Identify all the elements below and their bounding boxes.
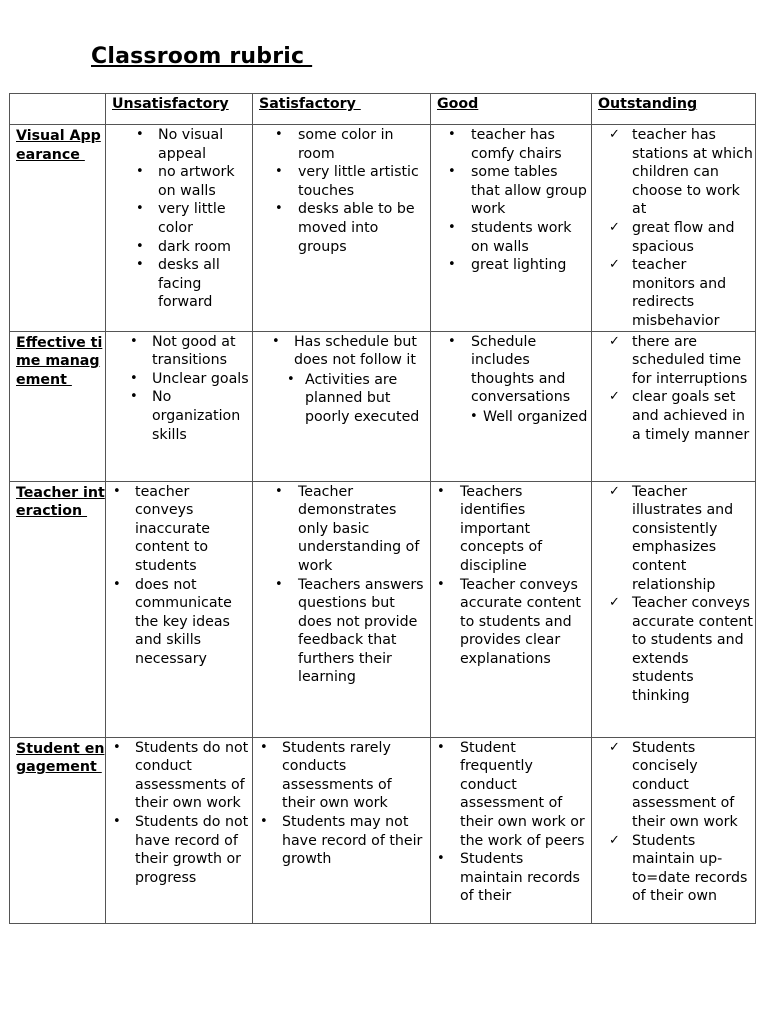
checkmark-icon: ✓ [609,832,620,848]
list-item [106,576,250,669]
list-item [592,388,753,444]
list-item-text: some tables that allow group work [471,164,587,218]
list-item-text: Student frequently conduct assessment of their own work or the work of peers [460,739,585,849]
rubric-cell [253,737,431,923]
bullet-icon: • [136,164,144,180]
rubric-row [10,481,756,737]
list-item [253,813,428,869]
cell-list [253,332,430,370]
list-item [106,200,250,237]
bullet-icon: • [275,127,283,142]
cell-list [106,125,252,312]
list-item [431,739,589,851]
page-title: Classroom rubric [91,44,313,69]
list-item-text: there are scheduled time for interruptions [632,333,748,387]
rubric-cell [106,331,253,481]
list-item [431,850,589,906]
list-item [253,371,428,427]
list-item [106,739,250,813]
list-item-text: dark room [158,238,231,255]
list-item [106,126,250,163]
list-item-text: Teacher demonstrates only basic understanding of work [298,483,420,574]
bullet-icon: • [448,127,456,142]
bullet-icon: • [136,257,144,273]
cell-list [106,738,252,888]
list-item [106,163,250,200]
list-item-text: Schedule includes thoughts and conversations [471,333,571,406]
list-item-text: desks able to be moved into groups [298,201,415,255]
bullet-icon: • [437,483,445,499]
checkmark-icon: ✓ [609,595,620,611]
criterion-visual-appearance: Visual Appearance [16,128,101,163]
criterion-cell [10,737,106,923]
list-item [106,256,250,312]
bullet-icon: • [130,389,138,405]
cell-list [592,125,755,331]
list-item [106,238,250,257]
bullet-icon: • [260,813,268,829]
cell-sublist [431,407,591,427]
bullet-icon: • [136,201,144,217]
list-item-text: no artwork on walls [158,164,235,199]
list-item-text: Students do not conduct assessments of their own work [135,739,249,812]
checkmark-icon: ✓ [609,127,620,142]
list-item [431,219,589,256]
criterion-cell [10,125,106,332]
list-item [106,333,250,370]
list-item-text: Students rarely conducts assessments of their own work [282,739,392,812]
list-item [106,813,250,887]
cell-list [592,738,755,906]
list-item-text: desks all facing forward [158,257,220,311]
rubric-cell [106,481,253,737]
list-item-text: clear goals set and achieved in a timely manner [632,389,750,443]
header-satisfactory: Satisfactory [259,96,361,112]
list-item [106,483,250,576]
rubric-cell [592,125,756,332]
cell-list [592,482,755,706]
list-item [253,333,428,370]
list-item-text: Students maintain records of their [460,851,580,905]
list-item [592,333,753,389]
rubric-cell [431,737,592,923]
list-item-text: teacher monitors and redirects misbehavior [632,257,727,329]
cell-list [431,738,591,906]
bullet-icon: • [448,333,456,349]
header-unsatisfactory: Unsatisfactory [112,96,229,112]
list-item-text: No visual appeal [158,127,224,162]
rubric-cell [253,481,431,737]
bullet-icon: • [260,739,268,755]
rubric-cell [253,125,431,332]
cell-list [592,332,755,445]
header-outstanding: Outstanding [598,96,698,112]
bullet-icon: • [136,238,144,254]
rubric-cell [592,481,756,737]
list-item [592,126,753,219]
list-item [253,483,428,576]
list-item-text: Unclear goals [152,370,249,387]
list-item-text: Teachers identifies important concepts of discipline [460,483,543,574]
list-item-text: No organization skills [152,389,241,443]
bullet-icon: • [113,483,121,499]
rubric-row [10,125,756,332]
bullet-icon: • [272,333,280,349]
list-item [106,370,250,389]
rubric-cell [106,125,253,332]
list-item-text: Well organized [483,408,588,425]
cell-list [253,738,430,869]
list-item-text: Teachers answers questions but does not provide feedback that furthers their learning [298,576,424,686]
cell-list [253,125,430,256]
bullet-icon: • [448,219,456,235]
list-item [431,408,589,427]
list-item-text: very little artistic touches [298,164,419,199]
bullet-icon: • [113,813,121,829]
list-item-text: Teacher conveys accurate content to students and extends students thinking [632,595,753,705]
bullet-icon: • [287,371,295,387]
bullet-icon: • [437,739,445,755]
rubric-row [10,737,756,923]
list-item [431,576,589,669]
checkmark-icon: ✓ [609,219,620,235]
rubric-cell [592,331,756,481]
corner-cell [10,94,106,125]
criterion-teacher-interaction: Teacher interaction [16,484,105,520]
list-item-text: Students may not have record of their growth [282,813,423,868]
rubric-row [10,331,756,481]
bullet-icon: • [275,576,283,592]
list-item-text: great lighting [471,257,567,274]
list-item [253,163,428,200]
header-cell [431,94,592,125]
list-item [253,126,428,163]
checkmark-icon: ✓ [609,333,620,349]
list-item [592,256,753,330]
list-item [431,256,589,275]
header-good: Good [437,96,479,112]
list-item-text: great flow and spacious [632,219,735,255]
bullet-icon: • [275,483,283,499]
rubric-cell [431,481,592,737]
checkmark-icon: ✓ [609,739,620,755]
list-item [253,739,428,813]
checkmark-icon: ✓ [609,389,620,405]
list-item-text: Students do not have record of their growth or progress [135,813,249,886]
list-item-text: some color in room [298,127,394,162]
bullet-icon: • [275,164,283,180]
list-item-text: Teacher conveys accurate content to students and provides clear explanations [460,576,581,667]
list-item [253,576,428,688]
rubric-cell [431,125,592,332]
criterion-cell [10,481,106,737]
list-item [592,594,753,706]
list-item-text: teacher conveys inaccurate content to students [135,483,211,574]
bullet-icon: • [437,576,445,592]
rubric-cell [431,331,592,481]
cell-list [106,332,252,445]
bullet-icon: • [470,408,478,424]
list-item-text: Has schedule but does not follow it [294,333,417,369]
cell-list [431,332,591,407]
cell-list [431,125,591,275]
list-item-text: very little color [158,201,226,236]
header-cell [106,94,253,125]
list-item-text: does not communicate the key ideas and skills necessary [135,576,232,667]
bullet-icon: • [136,127,144,142]
list-item-text: Activities are planned but poorly executed [305,371,420,425]
header-cell [253,94,431,125]
list-item-text: Students concisely conduct assessment of their own work [632,739,738,830]
list-item [592,739,753,832]
cell-list [106,482,252,669]
cell-list [253,482,430,688]
list-item-text: Students maintain up-to=date records of their own [632,832,748,905]
list-item [592,219,753,256]
bullet-icon: • [130,333,138,349]
header-row [10,94,756,125]
criterion-effective-time-management: Effective time management [16,334,103,388]
cell-list [431,482,591,669]
list-item-text: teacher has comfy chairs [471,127,562,162]
criterion-cell [10,331,106,481]
bullet-icon: • [448,257,456,273]
rubric-cell [592,737,756,923]
rubric-cell [253,331,431,481]
rubric-cell [106,737,253,923]
bullet-icon: • [275,201,283,217]
bullet-icon: • [113,739,121,755]
cell-sublist [253,370,430,427]
checkmark-icon: ✓ [609,483,620,499]
list-item-text: students work on walls [471,219,572,255]
rubric-table [9,93,756,924]
list-item-text: Not good at transitions [152,333,236,369]
checkmark-icon: ✓ [609,257,620,273]
criterion-student-engagement: Student engagement [16,740,105,776]
list-item [253,200,428,256]
bullet-icon: • [448,164,456,180]
list-item-text: Teacher illustrates and consistently emphasizes content relationship [632,483,734,593]
list-item [106,388,250,444]
bullet-icon: • [130,370,138,386]
bullet-icon: • [113,576,121,592]
list-item [431,333,589,407]
list-item [592,832,753,906]
list-item [431,483,589,576]
list-item-text: teacher has stations at which children can choose to work at [632,127,753,218]
list-item [431,163,589,219]
list-item [592,483,753,595]
bullet-icon: • [437,851,445,867]
header-cell [592,94,756,125]
list-item [431,126,589,163]
